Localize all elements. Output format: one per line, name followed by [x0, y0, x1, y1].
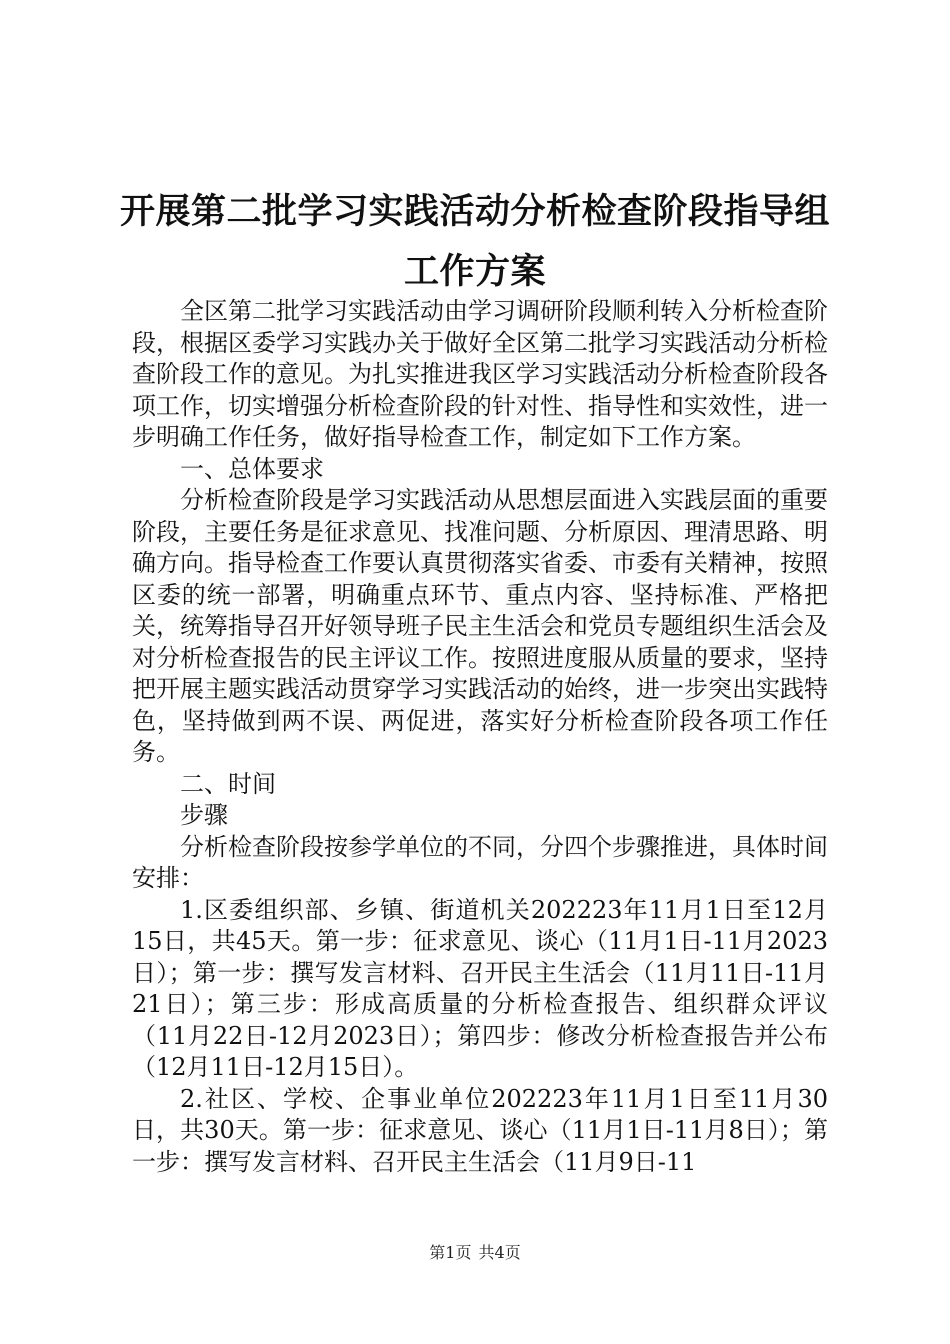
paragraph-schedule-item-2: 2.社区、学校、企事业单位202223年11月1日至11月30日，共30天。第一步：征求意见、谈心（11月1日-11月8日）；第一步：撰写发言材料、召开民主生活会（11月9日-11 — [132, 1084, 828, 1176]
document-title-line-2: 工作方案 — [403, 252, 546, 292]
document-body — [132, 296, 828, 1178]
section-heading-overall-requirements: 一、总体要求 — [180, 454, 324, 483]
paragraph-overall-requirements: 分析检查阶段是学习实践活动从思想层面进入实践层面的重要阶段，主要任务是征求意见、找准问题、分析原因、理清思路、明确方向。指导检查工作要认真贯彻落实省委、市委有关精神，按照区委的统一部署，明确重点环节、重点内容、坚持标准、严格把关，统筹指导召开好领导班子民主生活会和党员专题组织生活会及对分析检查报告的民主评议工作。按照进度服从质量的要求，坚持把开展主题实践活动贯穿学习实践活动的始终，进一步突出实践特色，坚持做到两不误、两促进，落实好分析检查阶段各项工作任务。 — [132, 486, 828, 766]
paragraph-schedule-item-1: 1.区委组织部、乡镇、街道机关202223年11月1日至12月15日，共45天。第一步：征求意见、谈心（11月1日-11月2023日）；第一步：撰写发言材料、召开民主生活会（11月11日-11月21日）；第三步：形成高质量的分析检查报告、组织群众评议（11月22日-12月2023日）；第四步：修改分析检查报告并公布（12月11日-12月15日）。 — [132, 895, 828, 1081]
paragraph-schedule-intro: 分析检查阶段按参学单位的不同，分四个步骤推进，具体时间安排： — [132, 832, 828, 892]
page-number: 第1页 — [429, 1243, 472, 1262]
section-heading-steps: 步骤 — [180, 801, 228, 829]
paragraph-intro: 全区第二批学习实践活动由学习调研阶段顺利转入分析检查阶段，根据区委学习实践办关于做好全区第二批学习实践活动分析检查阶段工作的意见。为扎实推进我区学习实践活动分析检查阶段各项工作，切实增强分析检查阶段的针对性、指导性和实效性，进一步明确工作任务，做好指导检查工作，制定如下工作方案。 — [132, 297, 828, 451]
document-title-line-1: 开展第二批学习实践活动分析检查阶段指导组 — [119, 192, 830, 232]
page-footer — [0, 1243, 950, 1263]
page-total: 共4页 — [478, 1243, 521, 1262]
section-heading-time: 二、时间 — [180, 769, 276, 798]
